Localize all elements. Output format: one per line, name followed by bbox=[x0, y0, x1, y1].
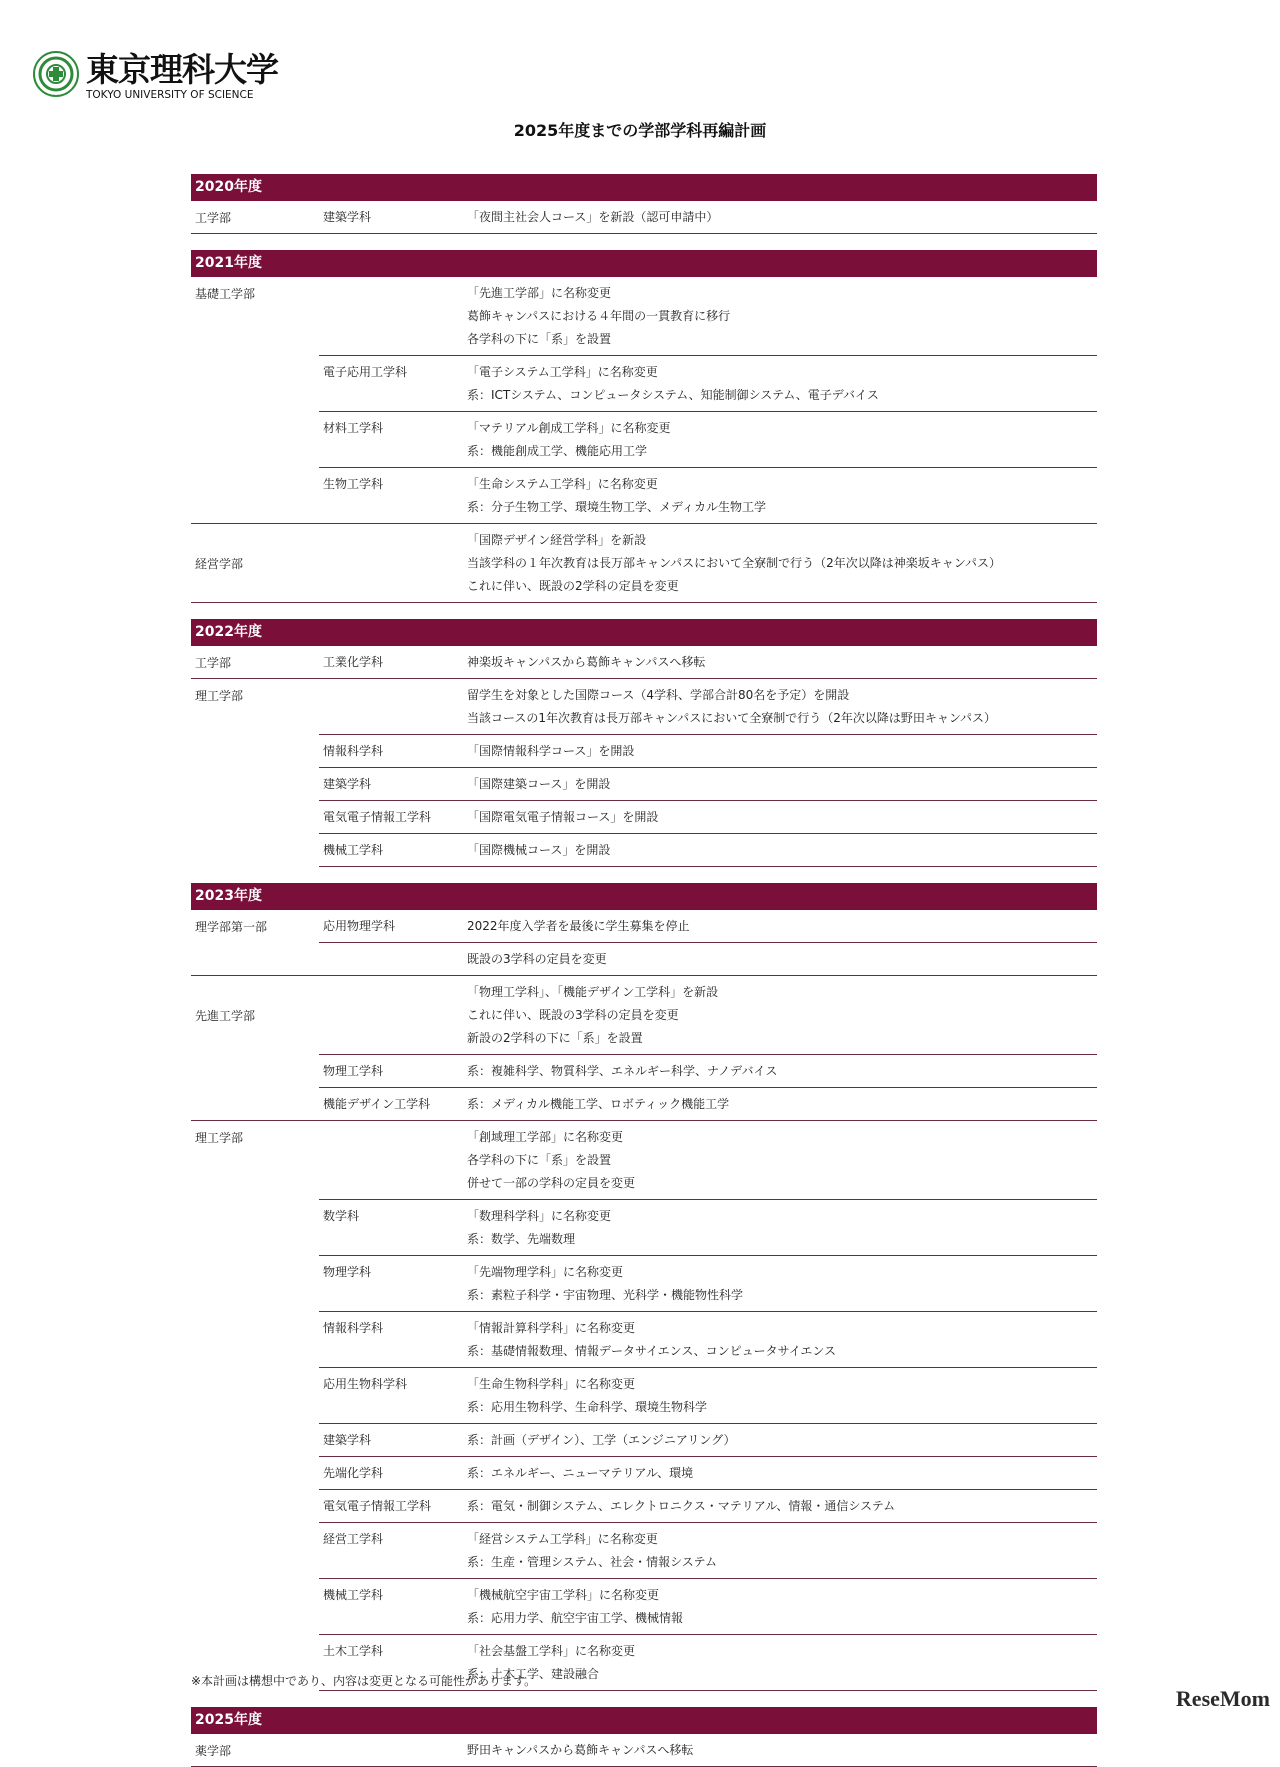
description-cell bbox=[467, 679, 1097, 735]
year-header: 2023年度 bbox=[191, 883, 1097, 910]
table-row bbox=[191, 1457, 1097, 1490]
description-line: 2022年度入学者を最後に学生募集を停止 bbox=[467, 919, 690, 933]
description-line: 併せて一部の学科の定員を変更 bbox=[467, 1176, 636, 1190]
description-line: 系：複雑科学、物質科学、エネルギー科学、ナノデバイス bbox=[467, 1064, 778, 1078]
description-line: 「国際情報科学コース」を開設 bbox=[467, 744, 635, 758]
description-line: 「マテリアル創成工学科」に名称変更 bbox=[467, 421, 671, 435]
description-cell bbox=[467, 801, 1097, 834]
faculty-cell bbox=[191, 943, 319, 976]
department-cell: 建築学科 bbox=[323, 777, 372, 791]
department-cell: 土木工学科 bbox=[323, 1644, 384, 1658]
faculty-cell bbox=[191, 1256, 319, 1312]
description-line: 系：ICTシステム、コンピュータシステム、知能制御システム、電子デバイス bbox=[467, 388, 879, 402]
department-cell: 数学科 bbox=[323, 1209, 360, 1223]
table-row bbox=[191, 1368, 1097, 1424]
department-cell: 生物工学科 bbox=[323, 477, 384, 491]
description-line: 系：メディカル機能工学、ロボティック機能工学 bbox=[467, 1097, 730, 1111]
faculty-cell bbox=[191, 801, 319, 834]
faculty-cell: 工学部 bbox=[195, 211, 232, 225]
department-cell bbox=[319, 524, 467, 603]
table-row bbox=[191, 943, 1097, 976]
table-row bbox=[191, 1312, 1097, 1368]
department-cell: 情報科学科 bbox=[323, 1321, 384, 1335]
description-line: 系：土木工学、建設融合 bbox=[467, 1667, 600, 1681]
table-row bbox=[191, 1523, 1097, 1579]
department-cell bbox=[319, 277, 467, 356]
table-row bbox=[191, 646, 1097, 679]
faculty-cell: 先進工学部 bbox=[195, 1009, 256, 1023]
description-cell bbox=[467, 1457, 1097, 1490]
department-cell bbox=[319, 1734, 467, 1767]
description-cell bbox=[467, 277, 1097, 356]
table-row bbox=[191, 768, 1097, 801]
department-cell: 電子応用工学科 bbox=[323, 365, 408, 379]
description-line: 「経営システム工学科」に名称変更 bbox=[467, 1532, 658, 1546]
department-cell bbox=[319, 976, 467, 1055]
description-cell bbox=[467, 1055, 1097, 1088]
description-line: 新設の2学科の下に「系」を設置 bbox=[467, 1031, 643, 1045]
description-line: 系：応用力学、航空宇宙工学、機械情報 bbox=[467, 1611, 684, 1625]
description-line: 「物理工学科」、「機能デザイン工学科」を新設 bbox=[467, 985, 719, 999]
table-row bbox=[191, 910, 1097, 943]
table-row bbox=[191, 1579, 1097, 1635]
reorganization-table bbox=[191, 174, 1097, 1767]
faculty-cell: 理工学部 bbox=[195, 689, 244, 703]
faculty-cell: 薬学部 bbox=[195, 1744, 232, 1758]
description-line: 系：分子生物工学、環境生物工学、メディカル生物工学 bbox=[467, 500, 767, 514]
table-row bbox=[191, 801, 1097, 834]
department-cell: 材料工学科 bbox=[323, 421, 384, 435]
description-line: 神楽坂キャンパスから葛飾キャンパスへ移転 bbox=[467, 655, 706, 669]
table-row bbox=[191, 524, 1097, 603]
table-row bbox=[191, 356, 1097, 412]
description-line: 当該コースの1年次教育は長万部キャンパスにおいて全寮制で行う（2年次以降は野田キャンパス） bbox=[467, 711, 996, 725]
department-cell: 機能デザイン工学科 bbox=[323, 1097, 431, 1111]
description-line: 「情報計算科学科」に名称変更 bbox=[467, 1321, 636, 1335]
table-row bbox=[191, 1256, 1097, 1312]
table-row bbox=[191, 468, 1097, 524]
description-cell bbox=[467, 201, 1097, 234]
faculty-cell: 経営学部 bbox=[195, 557, 244, 571]
description-line: 「電子システム工学科」に名称変更 bbox=[467, 365, 658, 379]
description-line: 各学科の下に「系」を設置 bbox=[467, 1153, 612, 1167]
description-line: 系：素粒子科学・宇宙物理、光科学・機能物性科学 bbox=[467, 1288, 744, 1302]
description-line: 留学生を対象とした国際コース（4学科、学部合計80名を予定）を開設 bbox=[467, 688, 850, 702]
description-cell bbox=[467, 943, 1097, 976]
description-line: 系：数学、先端数理 bbox=[467, 1232, 576, 1246]
faculty-cell: 基礎工学部 bbox=[195, 287, 256, 301]
description-line: 葛飾キャンパスにおける４年間の一貫教育に移行 bbox=[467, 309, 731, 323]
faculty-cell bbox=[191, 1368, 319, 1424]
department-cell: 電気電子情報工学科 bbox=[323, 810, 432, 824]
description-cell bbox=[467, 468, 1097, 524]
table-row bbox=[191, 1088, 1097, 1121]
department-cell bbox=[319, 943, 467, 976]
description-cell bbox=[467, 356, 1097, 412]
description-cell bbox=[467, 1635, 1097, 1691]
table-row bbox=[191, 1734, 1097, 1767]
faculty-cell bbox=[191, 1424, 319, 1457]
table-row bbox=[191, 976, 1097, 1055]
year-header: 2020年度 bbox=[191, 174, 1097, 201]
university-logo bbox=[32, 50, 278, 106]
table-row bbox=[191, 277, 1097, 356]
department-cell: 建築学科 bbox=[323, 1433, 372, 1447]
description-cell bbox=[467, 910, 1097, 943]
description-line: 「創域理工学部」に名称変更 bbox=[467, 1130, 624, 1144]
description-line: 系：基礎情報数理、情報データサイエンス、コンピュータサイエンス bbox=[467, 1344, 837, 1358]
logo-japanese: 東京理科大学 bbox=[86, 50, 278, 89]
faculty-cell: 工学部 bbox=[195, 656, 232, 670]
faculty-cell bbox=[191, 1523, 319, 1579]
department-cell: 物理学科 bbox=[323, 1265, 372, 1279]
footnote: ※本計画は構想中であり、内容は変更となる可能性があります。 bbox=[191, 1674, 537, 1688]
description-cell bbox=[467, 1088, 1097, 1121]
description-line: 当該学科の１年次教育は長万部キャンパスにおいて全寮制で行う（2年次以降は神楽坂キャンパス） bbox=[467, 556, 1001, 570]
table-row bbox=[191, 1055, 1097, 1088]
description-cell bbox=[467, 646, 1097, 679]
description-line: 「社会基盤工学科」に名称変更 bbox=[467, 1644, 636, 1658]
page-title: 2025年度までの学部学科再編計画 bbox=[513, 121, 767, 140]
description-line: 「生命システム工学科」に名称変更 bbox=[467, 477, 658, 491]
description-cell bbox=[467, 768, 1097, 801]
description-line: これに伴い、既設の3学科の定員を変更 bbox=[467, 1008, 679, 1022]
description-line: 「夜間主社会人コース」を新設（認可申請中） bbox=[467, 210, 719, 224]
year-header: 2022年度 bbox=[191, 619, 1097, 646]
faculty-cell bbox=[191, 834, 319, 867]
department-cell bbox=[319, 679, 467, 735]
table-row bbox=[191, 735, 1097, 768]
department-cell: 機械工学科 bbox=[323, 843, 384, 857]
description-cell bbox=[467, 1368, 1097, 1424]
description-cell bbox=[467, 1579, 1097, 1635]
description-line: 「国際デザイン経営学科」を新設 bbox=[467, 533, 647, 547]
department-cell: 機械工学科 bbox=[323, 1588, 384, 1602]
table-row bbox=[191, 834, 1097, 867]
description-cell bbox=[467, 1200, 1097, 1256]
faculty-cell bbox=[191, 1457, 319, 1490]
department-cell: 経営工学科 bbox=[323, 1532, 384, 1546]
description-cell bbox=[467, 1523, 1097, 1579]
description-line: 系：応用生物科学、生命科学、環境生物科学 bbox=[467, 1400, 708, 1414]
description-line: 系：生産・管理システム、社会・情報システム bbox=[467, 1555, 717, 1569]
description-line: 野田キャンパスから葛飾キャンパスへ移転 bbox=[467, 1743, 694, 1757]
department-cell: 電気電子情報工学科 bbox=[323, 1499, 432, 1513]
faculty-cell bbox=[191, 1490, 319, 1523]
faculty-cell bbox=[191, 1055, 319, 1088]
description-cell bbox=[467, 735, 1097, 768]
table-row bbox=[191, 412, 1097, 468]
logo-english: TOKYO UNIVERSITY OF SCIENCE bbox=[86, 89, 254, 101]
description-line: 「先進工学部」に名称変更 bbox=[467, 286, 612, 300]
description-line: 「国際電気電子情報コース」を開設 bbox=[467, 810, 659, 824]
faculty-cell bbox=[191, 768, 319, 801]
department-cell: 応用生物科学科 bbox=[323, 1377, 408, 1391]
faculty-cell bbox=[191, 1088, 319, 1121]
table-row bbox=[191, 1424, 1097, 1457]
department-cell: 物理工学科 bbox=[323, 1064, 384, 1078]
description-cell bbox=[467, 1424, 1097, 1457]
faculty-cell: 理工学部 bbox=[195, 1131, 244, 1145]
faculty-cell bbox=[191, 735, 319, 768]
description-cell bbox=[467, 1312, 1097, 1368]
faculty-cell bbox=[191, 468, 319, 524]
table-row bbox=[191, 1200, 1097, 1256]
description-cell bbox=[467, 1734, 1097, 1767]
description-line: 系：計画（デザイン）、工学（エンジニアリング） bbox=[467, 1433, 736, 1447]
description-line: 「生命生物科学科」に名称変更 bbox=[467, 1377, 636, 1391]
description-line: 「機械航空宇宙工学科」に名称変更 bbox=[467, 1588, 660, 1602]
description-line: 既設の3学科の定員を変更 bbox=[467, 952, 607, 966]
resemom-watermark: ReseMom bbox=[1175, 1686, 1270, 1711]
table-row bbox=[191, 679, 1097, 735]
description-cell bbox=[467, 834, 1097, 867]
description-line: 系：電気・制御システム、エレクトロニクス・マテリアル、情報・通信システム bbox=[467, 1499, 896, 1513]
description-cell bbox=[467, 1256, 1097, 1312]
department-cell bbox=[319, 1121, 467, 1200]
description-cell bbox=[467, 524, 1097, 603]
description-cell bbox=[467, 1490, 1097, 1523]
faculty-cell bbox=[191, 412, 319, 468]
description-line: 「数理科学科」に名称変更 bbox=[467, 1209, 612, 1223]
year-header: 2021年度 bbox=[191, 250, 1097, 277]
department-cell: 建築学科 bbox=[323, 210, 372, 224]
description-line: 系：エネルギー、ニューマテリアル、環境 bbox=[467, 1466, 694, 1480]
year-header: 2025年度 bbox=[191, 1707, 1097, 1734]
description-line: これに伴い、既設の2学科の定員を変更 bbox=[467, 579, 679, 593]
description-line: 「国際機械コース」を開設 bbox=[467, 843, 611, 857]
department-cell: 先端化学科 bbox=[323, 1466, 384, 1480]
table-row bbox=[191, 1121, 1097, 1200]
department-cell: 情報科学科 bbox=[323, 744, 384, 758]
department-cell: 応用物理学科 bbox=[323, 919, 396, 933]
description-cell bbox=[467, 1121, 1097, 1200]
description-line: 各学科の下に「系」を設置 bbox=[467, 332, 612, 346]
description-cell bbox=[467, 412, 1097, 468]
table-row bbox=[191, 1490, 1097, 1523]
description-cell bbox=[467, 976, 1097, 1055]
description-line: 「先端物理学科」に名称変更 bbox=[467, 1265, 624, 1279]
description-line: 系：機能創成工学、機能応用工学 bbox=[467, 444, 648, 458]
table-row bbox=[191, 201, 1097, 234]
faculty-cell bbox=[191, 1200, 319, 1256]
faculty-cell bbox=[191, 1579, 319, 1635]
university-seal-icon bbox=[32, 50, 80, 98]
faculty-cell bbox=[191, 1312, 319, 1368]
faculty-cell bbox=[191, 356, 319, 412]
description-line: 「国際建築コース」を開設 bbox=[467, 777, 611, 791]
department-cell: 工業化学科 bbox=[323, 655, 384, 669]
faculty-cell: 理学部第一部 bbox=[195, 920, 268, 934]
